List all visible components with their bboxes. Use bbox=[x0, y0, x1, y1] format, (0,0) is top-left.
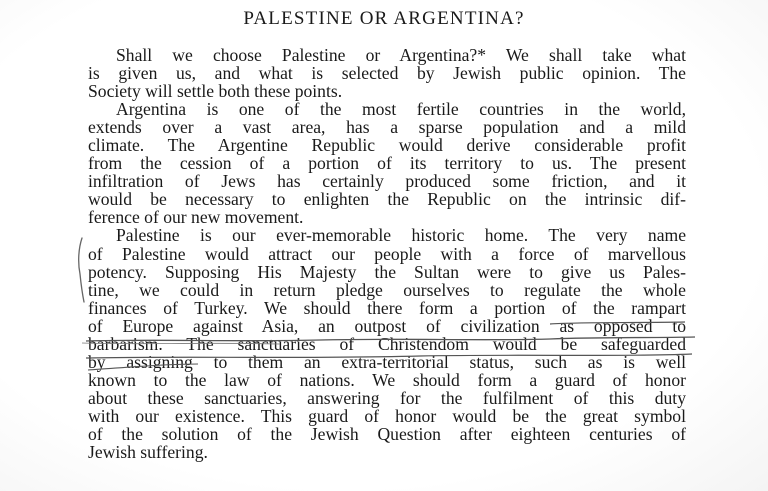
text-line: about these sanctuaries, answering for the fulfilment of this duty bbox=[88, 387, 686, 408]
text-line-underlined: barbarism. The sanctuaries of Christendom would be safeguarded bbox=[88, 333, 686, 354]
text-line: known to the law of nations. We should form a guard of honor bbox=[88, 369, 686, 390]
text-line-underlined: of Europe against Asia, an outpost of civilization as opposed to bbox=[88, 315, 686, 336]
text-line: of the solution of the Jewish Question after eighteen centuries of bbox=[88, 423, 686, 444]
paragraph-palestine bbox=[88, 226, 686, 461]
text-line: of Palestine would attract our people with a force of marvellous bbox=[88, 243, 686, 264]
text-line: Argentina is one of the most fertile countries in the world, bbox=[116, 99, 686, 120]
text-line: from the cession of a portion of its territory to us. The present bbox=[88, 153, 686, 174]
paragraph-choice bbox=[88, 46, 686, 100]
text-line: extends over a vast area, has a sparse population and a mild bbox=[88, 117, 686, 138]
body-text bbox=[88, 46, 686, 461]
text-line: Shall we choose Palestine or Argentina?* We shall take what bbox=[116, 45, 686, 65]
text-line: by assigning to them an extra-territorial status, such as is well bbox=[88, 351, 686, 372]
text-line: climate. The Argentine Republic would derive considerable profit bbox=[88, 135, 686, 156]
text-line: finances of Turkey. We should there form a portion of the rampart bbox=[88, 297, 686, 318]
text-line: with our existence. This guard of honor would be the great symbol bbox=[88, 405, 686, 426]
page-title: PALESTINE OR ARGENTINA? bbox=[243, 8, 525, 29]
text-line: is given us, and what is selected by Jewish public opinion. The bbox=[88, 63, 686, 84]
text-line: Society will settle both these points. bbox=[88, 81, 343, 102]
text-line: tine, we could in return pledge ourselves to regulate the whole bbox=[88, 279, 686, 300]
text-line: ference of our new movement. bbox=[88, 207, 304, 228]
text-line: potency. Supposing His Majesty the Sultan were to give us Pales- bbox=[88, 261, 686, 282]
text-line: infiltration of Jews has certainly produced some friction, and it bbox=[88, 171, 686, 192]
paragraph-argentina bbox=[88, 100, 686, 226]
text-line: Palestine is our ever-memorable historic home. The very name bbox=[116, 225, 686, 246]
text-line: would be necessary to enlighten the Republic on the intrinsic dif- bbox=[88, 189, 686, 210]
text-line: Jewish suffering. bbox=[88, 442, 208, 463]
